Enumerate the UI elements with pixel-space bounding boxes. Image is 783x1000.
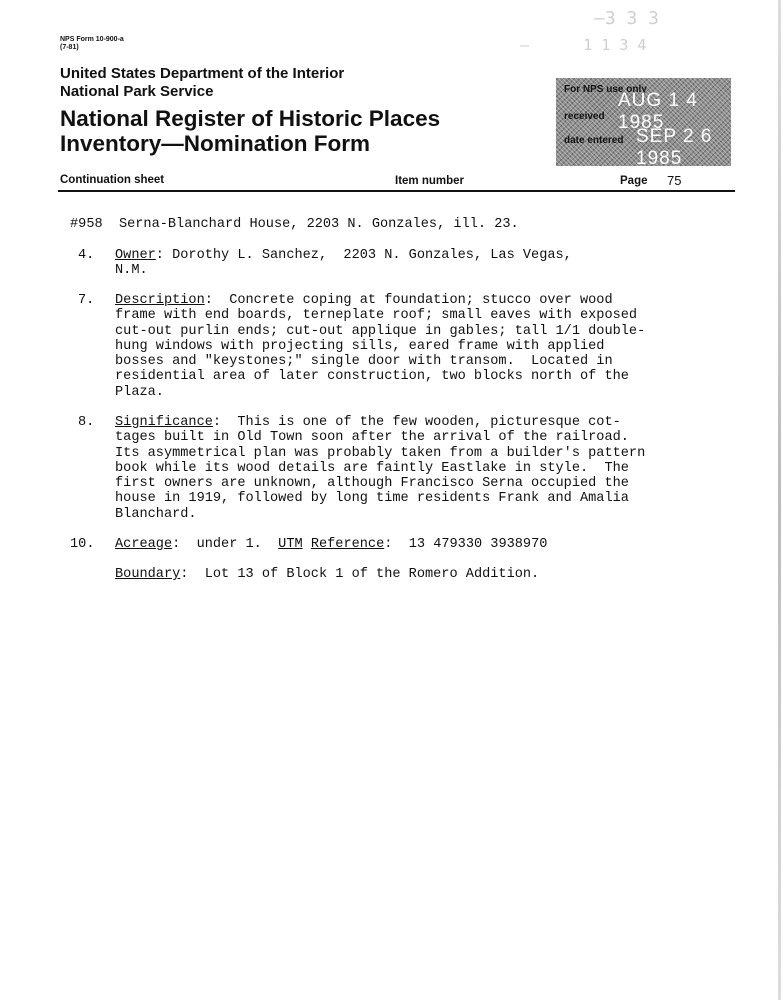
form-date: (7-81) (60, 44, 79, 51)
item-label: Owner (115, 248, 156, 263)
stamp-received-label: received (564, 111, 605, 122)
boundary-label: Boundary (115, 567, 181, 582)
stamp-received-date: AUG 1 4 1985 (618, 90, 698, 133)
acreage-value: : under 1. (172, 537, 279, 552)
department: United States Department of the Interior (60, 65, 345, 82)
stamp-entered-label: date entered (564, 135, 624, 146)
corner-mark-top: —3 3 3 (594, 8, 660, 29)
item-label: Description (115, 293, 205, 308)
title-line-2: Inventory—Nomination Form (60, 131, 371, 156)
title-line-1: National Register of Historic Places (60, 106, 441, 131)
reference-value: : 13 479330 3938970 (384, 537, 548, 552)
stamp-for-nps-use: For NPS use only (564, 84, 647, 95)
boundary-line (115, 567, 539, 582)
item-label: Significance (115, 415, 213, 430)
page-label: Page (620, 175, 648, 187)
item-text: : Dorothy L. Sanchez, 2203 N. Gonzales, Las Vegas, N.M. (115, 248, 572, 279)
item-body (115, 248, 572, 279)
stamp-entered-date: SEP 2 6 1985 (636, 126, 713, 169)
entry-heading: #958 Serna-Blanchard House, 2203 N. Gonzales, ill. 23. (70, 217, 519, 232)
item-number-label: Item number (395, 175, 465, 187)
item-number: 10. (70, 537, 95, 552)
item-body (115, 293, 645, 400)
acreage-label: Acreage (115, 537, 173, 552)
utm-label: UTM (278, 537, 303, 552)
item-text: : Concrete coping at foundation; stucco over wood frame with end boards, terneplate roof; small eaves with exposed cut-out purlin ends; cut-out applique in gables; tall 1/1 double- hung windows with projecting sills, eared frame with applied bosses and "keystones;" single door with transom. Located in residential area of later construction, two blocks north of the Plaza. (115, 293, 646, 400)
acreage-line (115, 537, 547, 552)
item-text: : This is one of the few wooden, picturesque cot- tages built in Old Town soon after the arrival of the railroad. Its asymmetrical plan was probably taken from a builder's pattern book while its wood details are faintly Eastlake in style. The first owners are unknown, although Francisco Serna occupied the house in 1919, followed by long time residents Frank and Amalia Blanchard. (115, 415, 646, 522)
item-number: 8. (78, 415, 95, 430)
scan-edge (778, 0, 781, 1000)
item-number: 4. (78, 248, 95, 263)
nps-use-stamp (556, 78, 731, 169)
page-number: 75 (667, 173, 682, 188)
boundary-value: : Lot 13 of Block 1 of the Romero Addition. (180, 567, 540, 582)
header-rule (58, 190, 735, 192)
item-number: 7. (78, 293, 95, 308)
item-body (115, 415, 645, 522)
reference-label: Reference (310, 537, 385, 552)
form-number: NPS Form 10-900-a (60, 36, 124, 43)
service: National Park Service (60, 83, 214, 100)
corner-mark-second: — 1 1 3 4 (520, 36, 647, 54)
continuation-sheet-label: Continuation sheet (60, 174, 165, 186)
